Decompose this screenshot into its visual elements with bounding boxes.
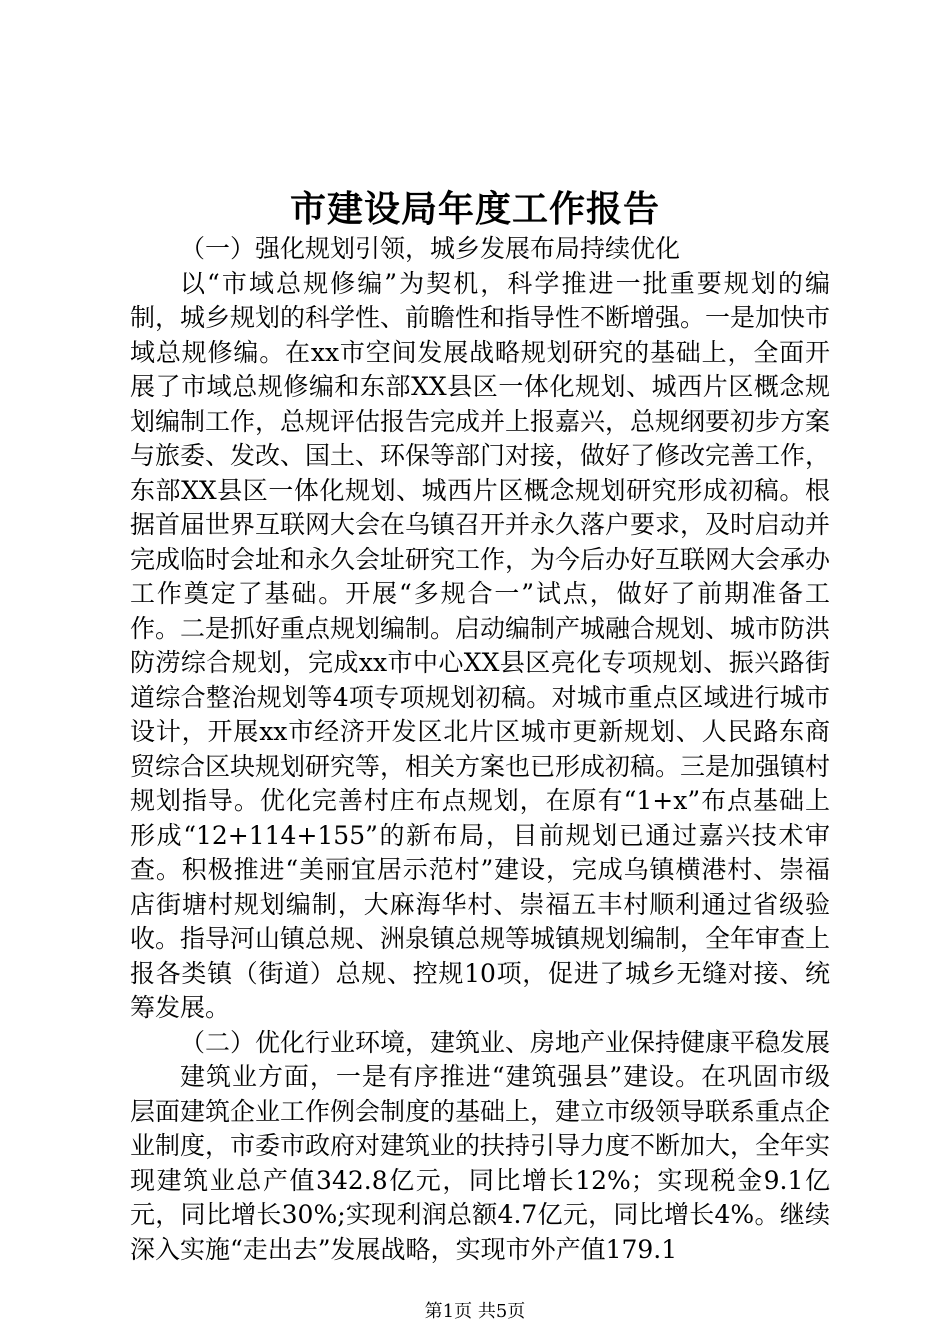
page-number-footer: 第1页 共5页: [424, 1301, 526, 1322]
body-paragraph-1: 以“市域总规修编”为契机，科学推进一批重要规划的编制，城乡规划的科学性、前瞻性和指导性不断增强。一是加快市域总规修编。在xx市空间发展战略规划研究的基础上，全面开展了市域总规修编和东部XX县区一体化规划、城西片区概念规划编制工作，总规评估报告完成并上报嘉兴，总规纲要初步方案与旅委、发改、国土、环保等部门对接，做好了修改完善工作，东部XX县区一体化规划、城西片区概念规划研究形成初稿。根据首届世界互联网大会在乌镇召开并永久落户要求，及时启动并完成临时会址和永久会址研究工作，为今后办好互联网大会承办工作奠定了基础。开展“多规合一”试点，做好了前期准备工作。二是抓好重点规划编制。启动编制产城融合规划、城市防洪防涝综合规划，完成xx市中心XX县区亮化专项规划、振兴路街道综合整治规划等4项专项规划初稿。对城市重点区域进行城市设计，开展xx市经济开发区北片区城市更新规划、人民路东商贸综合区块规划研究等，相关方案也已形成初稿。三是加强镇村规划指导。优化完善村庄布点规划，在原有“1+x”布点基础上形成“12+114+155”的新布局，目前规划已通过嘉兴技术审查。积极推进“美丽宜居示范村”建设，完成乌镇横港村、崇福店街塘村规划编制，大麻海华村、崇福五丰村顺利通过省级验收。指导河山镇总规、洲泉镇总规等城镇规划编制，全年审查上报各类镇（街道）总规、控规10项，促进了城乡无缝对接、统筹发展。: [130, 268, 831, 1022]
section-heading-2: （二）优化行业环境，建筑业、房地产业保持健康平稳发展: [180, 1027, 831, 1057]
body-paragraph-2: 建筑业方面，一是有序推进“建筑强县”建设。在巩固市级层面建筑企业工作例会制度的基础上，建立市级领导联系重点企业制度，市委市政府对建筑业的扶持引导力度不断加大，全年实现建筑业总产值342.8亿元，同比增长12%；实现税金9.1亿元，同比增长30%;实现利润总额4.7亿元，同比增长4%。继续深入实施“走出去”发展战略，实现市外产值179.1: [130, 1062, 831, 1264]
document-title: 市建设局年度工作报告: [289, 188, 660, 230]
section-heading-1: （一）强化规划引领，城乡发展布局持续优化: [180, 234, 681, 263]
document-body: [130, 232, 830, 1267]
